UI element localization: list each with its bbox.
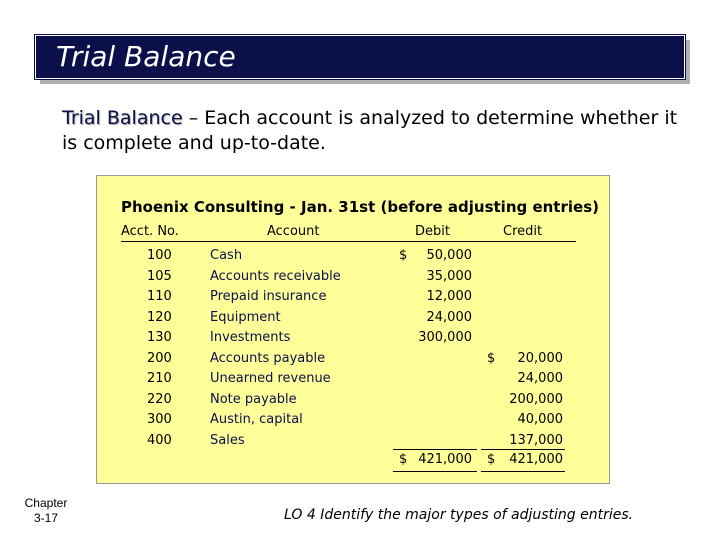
- credit-double-rule: [481, 471, 565, 472]
- account-row: [97, 410, 609, 431]
- acct-number: 220: [147, 391, 172, 407]
- account-name: Accounts receivable: [210, 268, 341, 284]
- acct-number: 210: [147, 371, 172, 386]
- account-name: Note payable: [210, 391, 297, 407]
- credit-amount: 40,000: [517, 412, 563, 427]
- account-name: Investments: [210, 330, 291, 345]
- debit-amount: 35,000: [426, 268, 472, 284]
- account-row: [97, 267, 609, 288]
- trial-balance-panel: [96, 175, 610, 484]
- credit-amount: 20,000: [517, 350, 563, 366]
- slide-title: Trial Balance: [56, 40, 236, 73]
- account-name: Unearned revenue: [210, 371, 331, 386]
- acct-number: 300: [147, 412, 172, 427]
- account-rows: [97, 246, 609, 451]
- total-debit: 421,000: [418, 452, 472, 467]
- debit-double-rule: [393, 471, 477, 472]
- total-credit: 421,000: [509, 452, 563, 467]
- account-name: Austin, capital: [210, 412, 303, 427]
- account-name: Prepaid insurance: [210, 289, 327, 304]
- header-rule: [121, 241, 576, 242]
- debit-amount: 300,000: [418, 330, 472, 345]
- debit-amount: 50,000: [426, 248, 472, 263]
- account-name: Sales: [210, 432, 245, 448]
- col-header-acct-no: Acct. No.: [121, 224, 179, 239]
- intro-text: – Each account is analyzed to determine whether it is complete and up-to-date.: [62, 107, 678, 154]
- debit-sum-rule: [393, 449, 477, 450]
- col-header-credit: Credit: [503, 224, 543, 239]
- intro-paragraph: [62, 106, 682, 156]
- acct-number: 120: [147, 309, 172, 325]
- credit-amount: 24,000: [517, 371, 563, 386]
- chapter-label: Chapter: [24, 496, 68, 510]
- chapter-page: 3-17: [33, 511, 59, 525]
- statement-heading: Phoenix Consulting - Jan. 31st (before adjusting entries): [121, 198, 599, 216]
- acct-number: 400: [147, 432, 172, 448]
- total-credit-sign: $: [487, 452, 496, 467]
- debit-amount: 24,000: [426, 309, 472, 325]
- credit-sum-rule: [481, 449, 565, 450]
- account-row: [97, 431, 609, 452]
- account-row: [97, 390, 609, 411]
- learning-objective: LO 4 Identify the major types of adjusting entries.: [284, 507, 634, 523]
- credit-sign: $: [487, 350, 496, 366]
- col-header-account: Account: [267, 224, 320, 239]
- account-row: [97, 369, 609, 390]
- credit-amount: 200,000: [509, 391, 563, 407]
- account-row: [97, 328, 609, 349]
- col-header-debit: Debit: [415, 224, 450, 239]
- credit-amount: 137,000: [509, 432, 563, 448]
- total-debit-sign: $: [399, 452, 408, 467]
- debit-sign: $: [399, 248, 408, 263]
- title-bar: [35, 35, 685, 79]
- chapter-label-block: [16, 496, 76, 526]
- debit-amount: 12,000: [426, 289, 472, 304]
- account-row: [97, 287, 609, 308]
- account-row: [97, 246, 609, 267]
- account-row: [97, 349, 609, 370]
- acct-number: 105: [147, 268, 172, 284]
- acct-number: 200: [147, 350, 172, 366]
- intro-term: Trial Balance: [62, 107, 183, 129]
- acct-number: 130: [147, 330, 172, 345]
- totals-row: [97, 452, 609, 472]
- account-name: Cash: [210, 248, 243, 263]
- acct-number: 110: [147, 289, 172, 304]
- account-name: Equipment: [210, 309, 281, 325]
- acct-number: 100: [147, 248, 172, 263]
- account-name: Accounts payable: [210, 350, 326, 366]
- account-row: [97, 308, 609, 329]
